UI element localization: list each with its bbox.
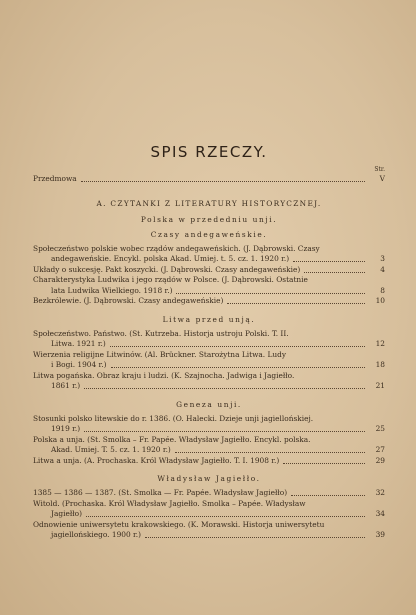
entry-page: 32 xyxy=(375,488,385,497)
leader-dots xyxy=(293,261,365,262)
leader-dots xyxy=(175,452,365,453)
toc-entry xyxy=(33,244,385,265)
entry-page: 10 xyxy=(375,296,385,305)
leader-dots xyxy=(84,388,365,389)
entry-title-continued: Litwa. 1921 r.) xyxy=(51,339,106,348)
group-heading-litwa: Litwa przed unją. xyxy=(162,314,256,324)
entry-page: 34 xyxy=(375,509,385,518)
entry-page: 25 xyxy=(375,424,385,433)
entry-title: 1385 — 1386 — 1387. (St. Smolka — Fr. Papée. Władysław Jagiełło) xyxy=(33,488,288,497)
entry-title: Społeczeństwo. Państwo. (St. Kutrzeba. Historja ustroju Polski. T. II. xyxy=(33,328,289,338)
toc-entry xyxy=(33,414,385,435)
entry-title-continued: i Bogi. 1904 r.) xyxy=(51,360,107,369)
entry-title: Układy o sukcesję. Pakt koszycki. (J. Dąbrowski. Czasy andegaweńskie) xyxy=(33,264,301,274)
toc-entry xyxy=(33,456,385,467)
toc-entry xyxy=(33,435,385,456)
leader-dots xyxy=(227,303,365,304)
group-heading-wladyslaw: Władysław Jagiełło. xyxy=(157,474,261,483)
entry-page: 39 xyxy=(375,530,385,539)
table-of-contents xyxy=(33,142,385,541)
toc-entry xyxy=(33,520,385,541)
toc-entry xyxy=(33,350,385,371)
entry-title-continued: Jagiełło) xyxy=(51,509,82,518)
entry-page: 18 xyxy=(375,360,385,369)
entry-title: Litwa a unja. (A. Prochaska. Król Władysław Jagiełło. T. I. 1908 r.) xyxy=(33,455,280,465)
toc-entry-preface xyxy=(33,174,385,185)
page-title: SPIS RZECZY. xyxy=(150,143,268,161)
entry-page: 29 xyxy=(375,455,385,465)
entry-title: Witold. (Prochaska. Król Władysław Jagiełło. Smolka – Papée. Władysław xyxy=(33,498,306,508)
entry-title-continued: lata Ludwika Wielkiego. 1918 r.) xyxy=(51,285,173,295)
entry-page: 21 xyxy=(375,381,385,390)
section-heading-a: A. CZYTANKI Z LITERATURY HISTORYCZNEJ. xyxy=(96,198,322,208)
toc-entry xyxy=(33,371,385,392)
leader-dots xyxy=(86,516,365,517)
leader-dots xyxy=(176,293,365,294)
entry-title: Stosunki polsko litewskie do r. 1386. (O. Halecki. Dzieje unji jagiellońskiej. xyxy=(33,413,314,423)
entry-title: Charakterystyka Ludwika i jego rządów w Polsce. (J. Dąbrowski. Ostatnie xyxy=(33,275,308,284)
entry-title: Przedmowa xyxy=(33,174,77,183)
leader-dots xyxy=(110,346,365,347)
leader-dots xyxy=(304,272,365,273)
toc-entry xyxy=(33,265,385,276)
entry-title: Polska a unja. (St. Smolka – Fr. Papée. Władysław Jagiełło. Encykl. polska. xyxy=(33,434,311,444)
leader-dots xyxy=(291,495,365,496)
entry-page: 12 xyxy=(375,339,385,348)
leader-dots xyxy=(283,463,365,464)
leader-dots xyxy=(84,431,365,432)
toc-entry xyxy=(33,499,385,520)
entry-title: Odnowienie uniwersytetu krakowskiego. (K. Morawski. Historja uniwersytetu xyxy=(33,519,325,529)
entry-title: Społeczeństwo polskie wobec rządów andegaweńskich. (J. Dąbrowski. Czasy xyxy=(33,243,320,253)
leader-dots xyxy=(145,537,365,538)
entry-page: 4 xyxy=(380,264,385,274)
entry-title: Wierzenia religijne Litwinów. (Al. Brückner. Starożytna Litwa. Ludy xyxy=(33,349,287,359)
entry-page: V xyxy=(379,174,385,183)
toc-entry xyxy=(33,329,385,350)
subsection-heading-polska: Polska w przededniu unji. xyxy=(140,214,278,224)
entry-title: Bezkrólewie. (J. Dąbrowski. Czasy andegaweńskie) xyxy=(33,296,224,305)
entry-title-continued: 1919 r.) xyxy=(51,424,81,433)
leader-dots xyxy=(81,181,365,182)
entry-title-continued: andegaweńskie. Encykl. polska Akad. Umiej. t. 5. cz. 1. 1920 r.) xyxy=(51,254,290,263)
leader-dots xyxy=(111,367,366,368)
entry-title: Litwa pogańska. Obraz kraju i ludzi. (K. Szajnocha. Jadwiga i Jagiełło. xyxy=(33,370,295,380)
entry-title-continued: Akad. Umiej. T. 5. cz. 1. 1920 r.) xyxy=(51,445,171,454)
page-column-label: Str. xyxy=(374,166,385,173)
toc-entry xyxy=(33,296,385,307)
entry-page: 8 xyxy=(380,285,385,295)
toc-entry xyxy=(33,275,385,296)
toc-entry xyxy=(33,488,385,499)
group-heading-andegawenskie: Czasy andegaweńskie. xyxy=(150,229,268,239)
group-heading-geneza: Geneza unji. xyxy=(176,399,242,409)
entry-title-continued: 1861 r.) xyxy=(51,381,81,390)
entry-page: 3 xyxy=(380,254,385,263)
entry-page: 27 xyxy=(375,445,385,454)
entry-title-continued: jagiellońskiego. 1900 r.) xyxy=(51,530,141,539)
